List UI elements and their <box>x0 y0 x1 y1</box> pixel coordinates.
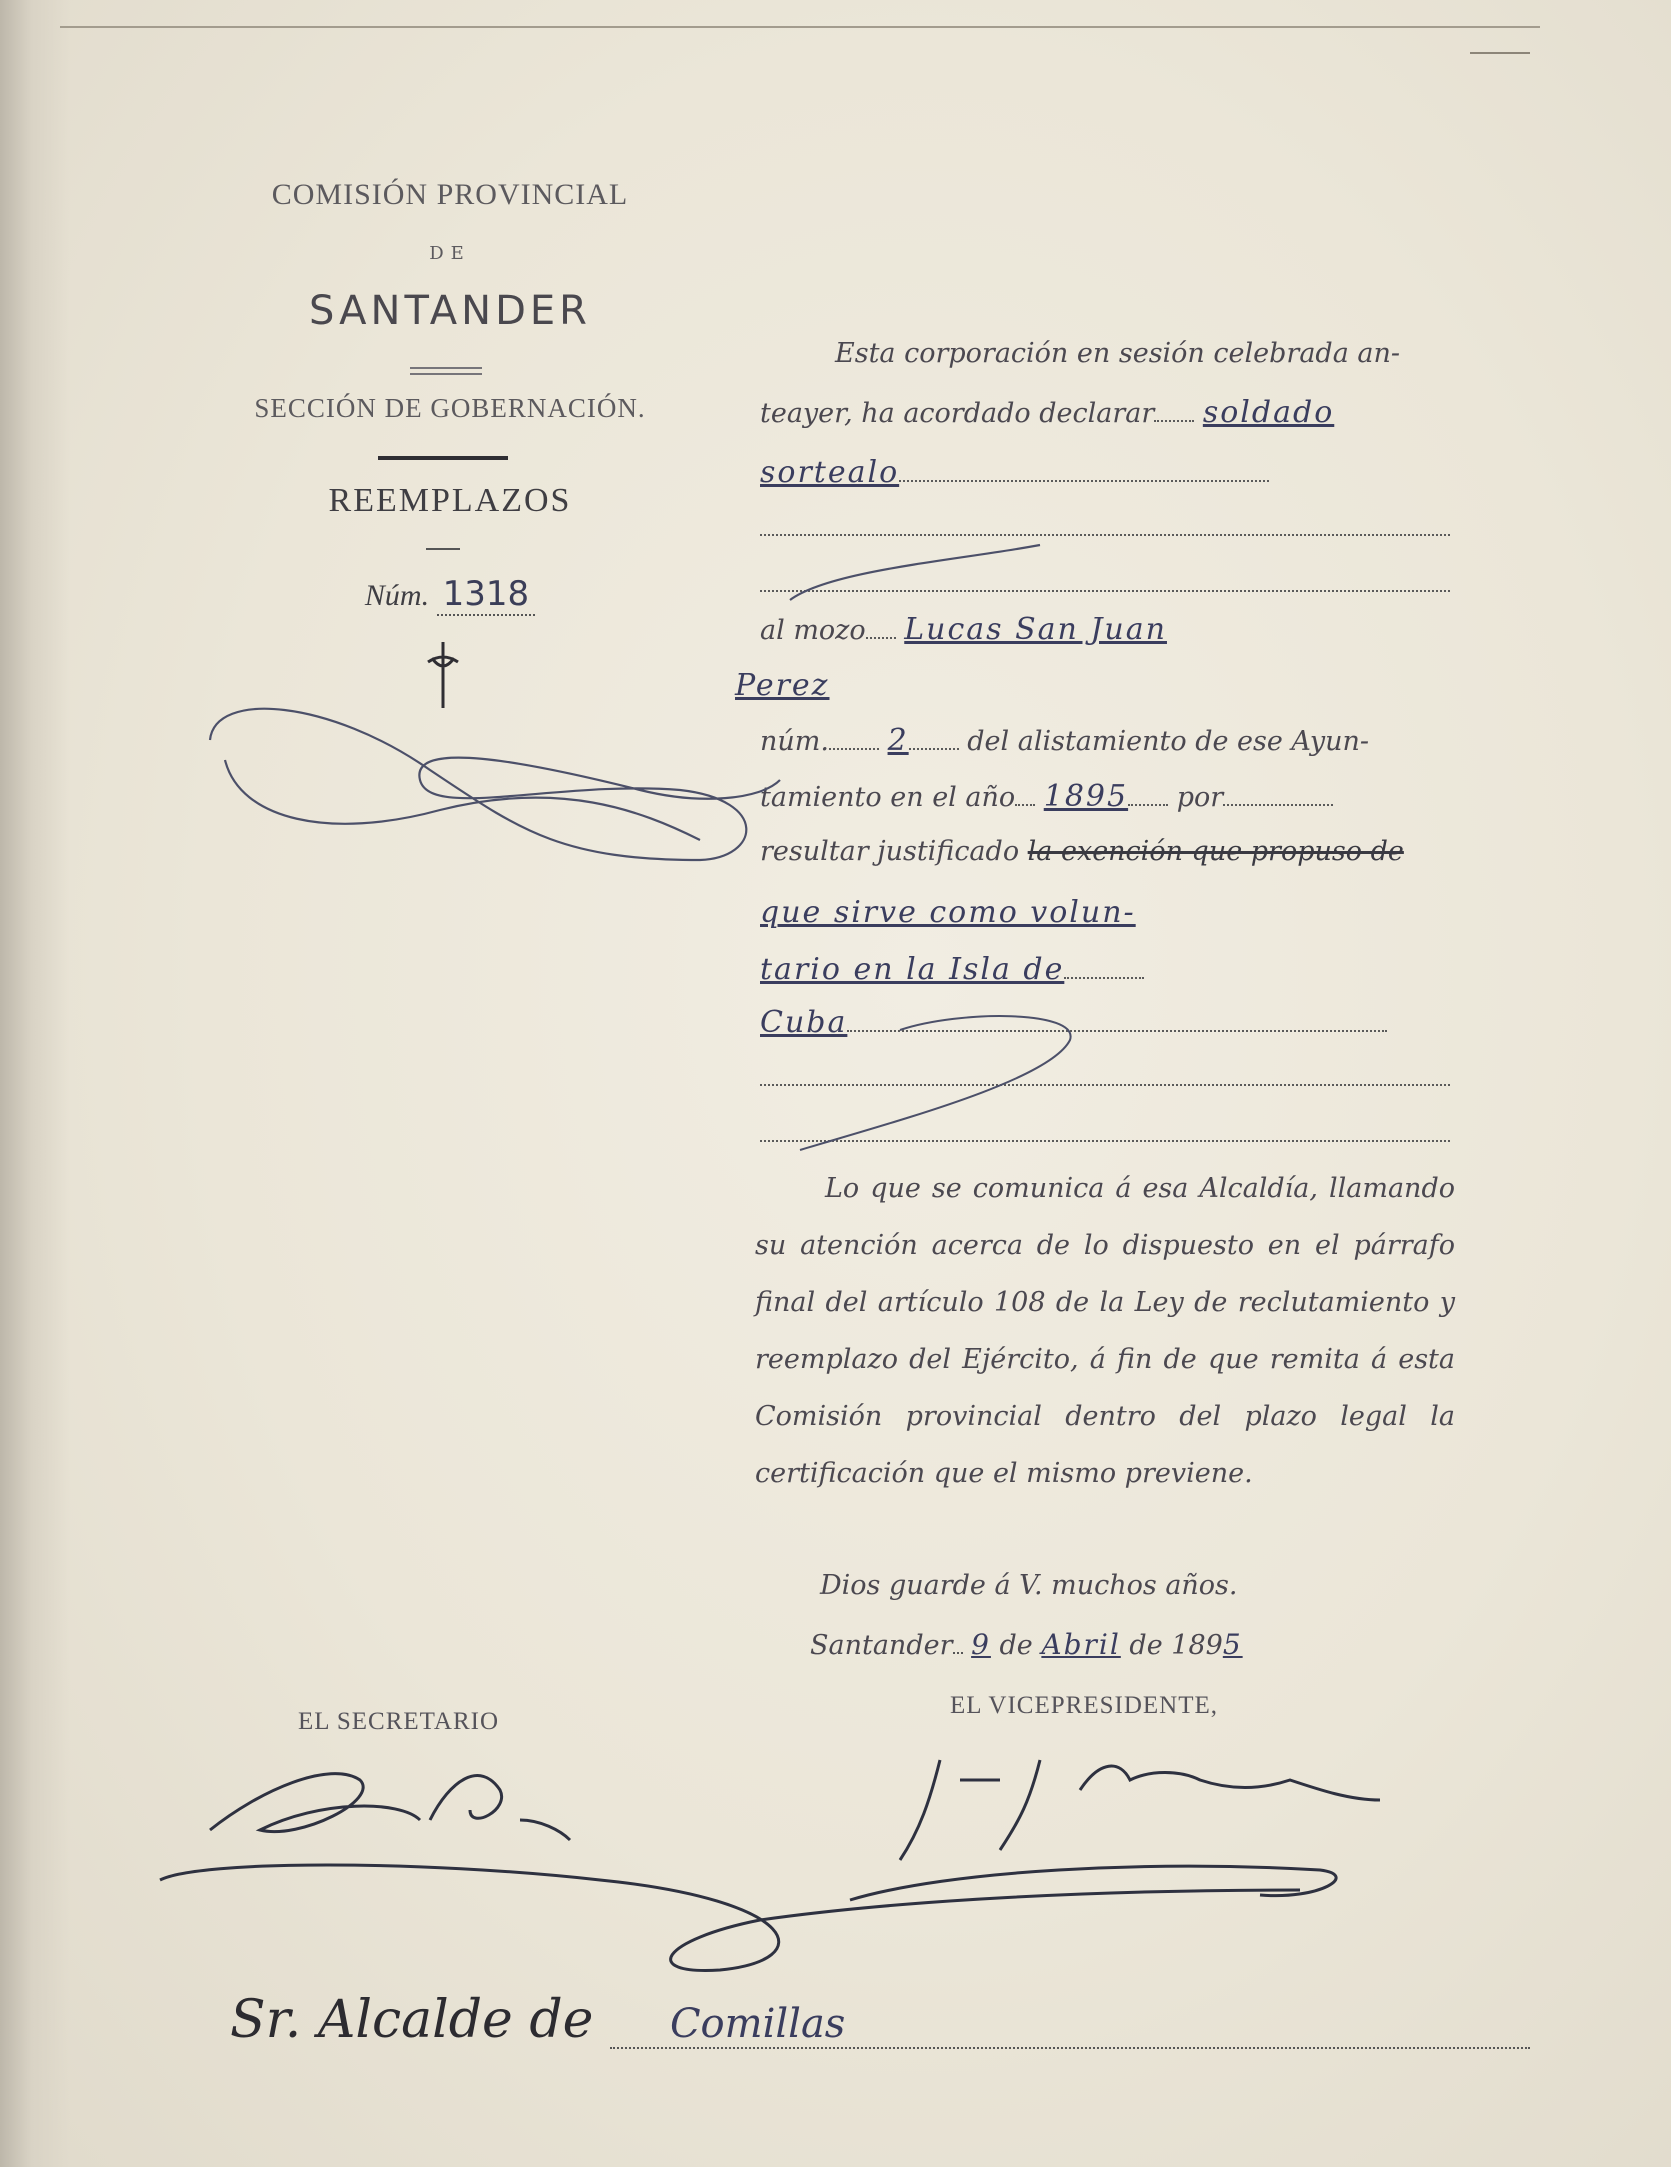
signature-secretario <box>160 1774 1300 1971</box>
header-comision: COMISIÓN PROVINCIAL <box>271 178 629 211</box>
tamiento-text: tamiento en el año <box>760 782 1016 813</box>
mozo-name: Lucas San Juan <box>904 612 1167 647</box>
handwritten-sortealo: sortealo <box>760 455 900 490</box>
num-value: 2 <box>887 723 909 758</box>
signature-vicepresidente <box>850 1760 1380 1900</box>
flourish-right <box>800 1016 1071 1150</box>
main-paragraph-text: Lo que se comunica á esa Alcaldía, llamando su atención acerca de lo dispuesto en el párrafo final del artículo 108 de la Ley de reclutamiento y reemplazo del Ejército, á fin de que remita á esta Comisión provincial dentro del plazo legal la certificación que el mismo previene. <box>755 1173 1455 1489</box>
date-de: de <box>999 1630 1033 1661</box>
addressee-value: Comillas <box>610 2001 1530 2049</box>
reason-2: tario en la Isla de <box>760 952 1065 987</box>
flourish-left <box>210 545 1040 860</box>
mozo-label: al mozo <box>760 615 866 646</box>
body-line-2-printed: teayer, ha acordado declarar <box>760 398 1155 429</box>
addressee-label: Sr. Alcalde de <box>230 1990 594 2050</box>
resultar-text: resultar justificado <box>760 836 1020 867</box>
num-label: núm. <box>760 726 829 757</box>
reason-3: Cuba <box>760 1005 848 1040</box>
struck-text: la exención que propuso de <box>1027 836 1404 867</box>
por-text: por <box>1176 782 1224 813</box>
date-year-end: 5 <box>1222 1628 1243 1661</box>
header-reemplazos: REEMPLAZOS <box>328 482 572 519</box>
alistamiento-text: del alistamiento de ese Ayun- <box>967 726 1369 757</box>
header-de: DE <box>429 243 471 264</box>
mozo-name-2: Perez <box>735 668 830 703</box>
number-label: Núm. <box>364 579 430 612</box>
handwritten-soldado: soldado <box>1202 395 1335 430</box>
header-santander: SANTANDER <box>309 288 591 334</box>
year-value: 1895 <box>1043 779 1129 814</box>
closing-dios: Dios guarde á V. muchos años. <box>820 1570 1238 1601</box>
date-de-2: de 189 <box>1129 1630 1223 1661</box>
vicepresidente-label: EL VICEPRESIDENTE, <box>950 1692 1218 1719</box>
secretario-label: EL SECRETARIO <box>298 1708 500 1735</box>
date-month: Abril <box>1041 1628 1121 1661</box>
number-value: 1318 <box>437 574 536 616</box>
body-line-1: Esta corporación en sesión celebrada an- <box>835 338 1400 369</box>
date-day: 9 <box>971 1628 991 1661</box>
reason-1: que sirve como volun- <box>760 895 1136 930</box>
date-santander: Santander <box>810 1630 953 1661</box>
header-seccion: SECCIÓN DE GOBERNACIÓN. <box>254 393 646 423</box>
addressee-line <box>230 1990 1530 2050</box>
